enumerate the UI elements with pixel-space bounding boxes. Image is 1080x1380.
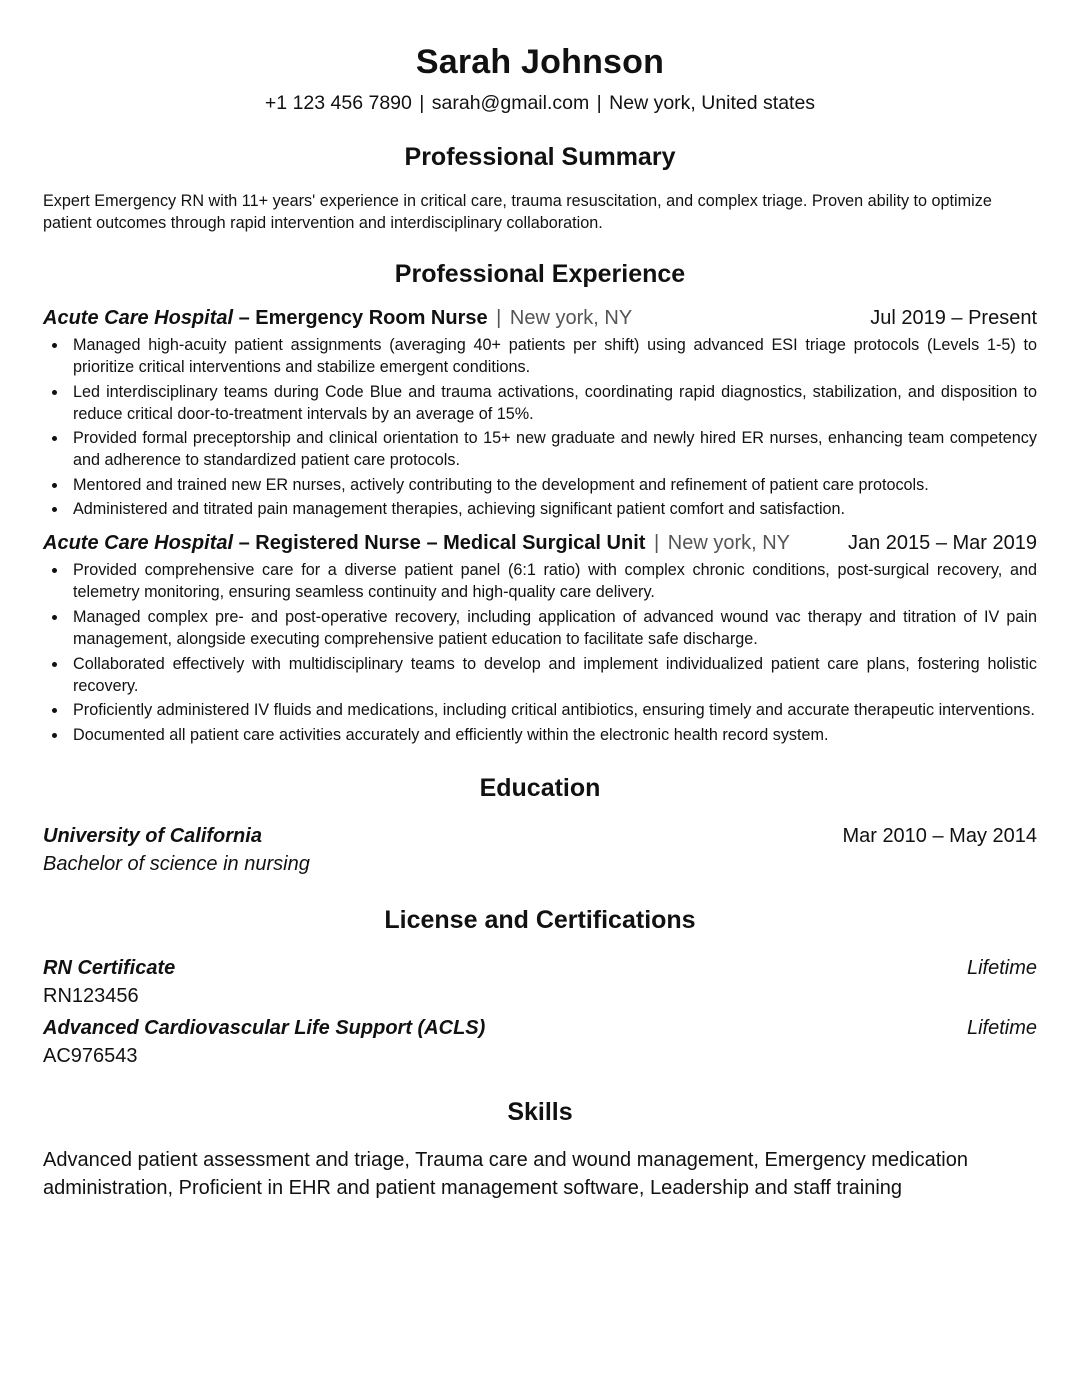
- education-dates: Mar 2010 – May 2014: [842, 824, 1037, 847]
- job-dates: Jul 2019 – Present: [870, 307, 1037, 329]
- list-item: Collaborated effectively with multidisciplinary teams to develop and implement individualized patient care plans, fostering holistic recovery.: [73, 654, 1037, 695]
- list-item: Proficiently administered IV fluids and medications, including critical antibiotics, ensuring timely and accurate therapeutic interventions.: [73, 699, 1037, 721]
- contact-line: [43, 90, 1037, 116]
- job-location: New york, NY: [667, 532, 790, 555]
- job-role: – Registered Nurse – Medical Surgical Unit: [233, 532, 646, 555]
- job-title-line: [43, 304, 632, 332]
- summary-heading: Professional Summary: [404, 143, 676, 171]
- school-name: University of California: [43, 824, 262, 847]
- skills-text: Advanced patient assessment and triage, Trauma care and wound management, Emergency medication administration, Proficient in EHR and patient management software, Leadership and staff training: [43, 1148, 968, 1199]
- license-header: [43, 954, 1037, 982]
- list-item: Administered and titrated pain management therapies, achieving significant patient comfort and satisfaction.: [73, 498, 1037, 520]
- job-location: New york, NY: [509, 307, 633, 329]
- list-item: Provided formal preceptorship and clinical orientation to 15+ new graduate and newly hired ER nurses, enhancing team competency and adherence to standardized patient care protocols.: [73, 429, 1037, 470]
- job-header: [43, 529, 1037, 557]
- education-header: [43, 822, 1037, 850]
- job-entry: [43, 304, 1037, 520]
- job-company: Acute Care Hospital: [43, 307, 234, 329]
- job-entry: [43, 529, 1037, 745]
- skills-heading: Skills: [507, 1097, 573, 1126]
- list-item: Managed high-acuity patient assignments (averaging 40+ patients per shift) using advanced ESI triage protocols (Levels 1-5) to prioritize critical interventions and stabilize emergent conditions.: [73, 336, 1037, 376]
- licenses-heading: License and Certifications: [384, 905, 696, 934]
- email-address: sarah@gmail.com: [431, 92, 590, 114]
- license-validity: Lifetime: [966, 1016, 1037, 1039]
- phone-number: +1 123 456 7890: [264, 92, 412, 114]
- education-heading: Education: [479, 773, 601, 802]
- license-name: RN Certificate: [43, 956, 176, 979]
- job-bullets: [43, 559, 1037, 745]
- job-separator: |: [496, 307, 502, 329]
- experience-heading: Professional Experience: [394, 260, 686, 288]
- license-id: RN123456: [43, 984, 139, 1007]
- list-item: Managed complex pre- and post-operative recovery, including application of advanced wound vac therapy and titration of IV pain management, alongside executing comprehensive patient education to facilitate safe discharge.: [73, 607, 1037, 648]
- home-location: New york, United states: [609, 92, 816, 114]
- list-item: Mentored and trained new ER nurses, actively contributing to the development and refinement of patient care protocols.: [73, 474, 1037, 496]
- license-header: [43, 1014, 1037, 1042]
- job-bullets: [43, 334, 1037, 520]
- job-company: Acute Care Hospital: [43, 532, 234, 555]
- list-item: Documented all patient care activities accurately and efficiently within the electronic health record system.: [73, 724, 1037, 746]
- license-id: AC976543: [43, 1044, 138, 1067]
- job-header: [43, 304, 1037, 332]
- license-entry: [43, 1014, 1037, 1070]
- license-entry: [43, 954, 1037, 1010]
- list-item: Provided comprehensive care for a diverse patient panel (6:1 ratio) with complex chronic conditions, post-surgical recovery, and telemetry monitoring, ensuring seamless continuity and high-quality care delivery.: [73, 561, 1037, 602]
- summary-text: Expert Emergency RN with 11+ years' experience in critical care, trauma resuscitation, and complex triage. Proven ability to optimize patient outcomes through rapid intervention and interdisciplinary collaboration.: [43, 192, 992, 232]
- list-item: Led interdisciplinary teams during Code Blue and trauma activations, coordinating rapid diagnostics, stabilization, and disposition to reduce critical door-to-treatment intervals by an average of 15%.: [73, 382, 1037, 423]
- license-validity: Lifetime: [966, 956, 1037, 979]
- candidate-name: Sarah Johnson: [415, 43, 665, 81]
- job-dates: Jan 2015 – Mar 2019: [847, 532, 1037, 555]
- education-entry: [43, 822, 1037, 878]
- job-separator: |: [653, 532, 660, 555]
- license-name: Advanced Cardiovascular Life Support (ACLS): [43, 1016, 486, 1039]
- job-title-line: [43, 529, 790, 557]
- contact-separator: |: [596, 92, 602, 114]
- degree-name: Bachelor of science in nursing: [43, 852, 310, 875]
- contact-separator: |: [419, 92, 425, 114]
- job-role: – Emergency Room Nurse: [233, 307, 488, 329]
